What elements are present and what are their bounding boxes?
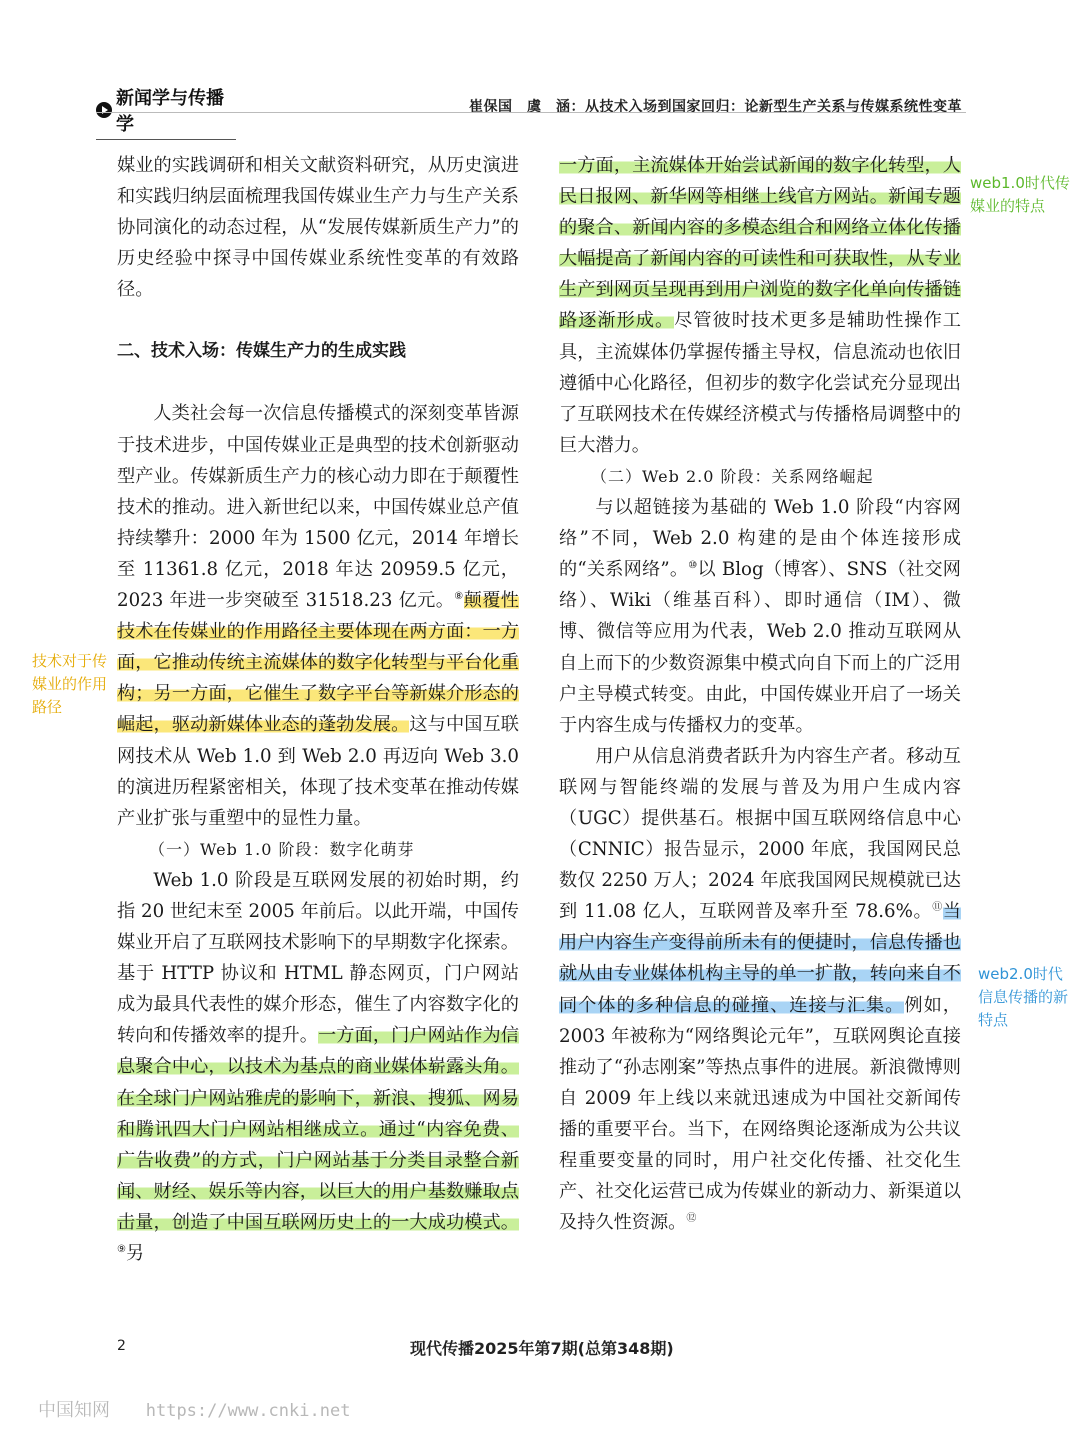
footnote-ref-10[interactable]: ⑩ <box>688 560 698 572</box>
footnote-ref-8[interactable]: ⑧ <box>454 590 464 602</box>
watermark-url: https://www.cnki.net <box>145 1401 351 1421</box>
paragraph-text: 以 Blog（博客）、SNS（社交网络）、Wiki（维基百科）、即时通信（IM）、微博、微信等应用为代表，Web 2.0 推动互联网从自上而下的少数资源集中模式向自下而上的广泛用户主导模式转变。由此，中国传媒业开启了一场关于内容生成与传播权力的变革。 <box>559 559 961 736</box>
highlight-green: 一方面，门户网站作为信息聚合中心，以技术为基点的商业媒体崭露头角。在全球门户网站雅虎的影响下，新浪、搜狐、网易和腾讯四大门户网站相继成立。通过“内容免费、广告收费”的方式，门户网站基于分类目录整合新闻、财经、娱乐等内容，以巨大的用户基数赚取点击量，创造了中国互联网历史上的一大成功模式。 <box>117 1025 519 1233</box>
header-divider <box>96 112 966 113</box>
page-number: 2 <box>117 1338 126 1354</box>
subheading-web2: （二）Web 2.0 阶段：关系网络崛起 <box>591 466 874 486</box>
paragraph-web1-continued <box>559 150 961 461</box>
paragraph-text: 例如，2003 年被称为“网络舆论元年”，互联网舆论直接推动了“孙志刚案”等热点事件的进展。新浪微博则自 2009 年上线以来就迅速成为中国社交新闻传播的重要平台。当下，在网络舆论逐渐成为公共议程重要变量的同时，用户社交化传播、社交化生产、社交化运营已成为传媒业的新动力、新渠道以及持久性资源。 <box>559 994 961 1234</box>
annotation-web2: web2.0时代信息传播的新特点 <box>978 965 1069 1029</box>
section-label-text: 新闻学与传播学 <box>116 88 224 135</box>
footnote-ref-9[interactable]: ⑨ <box>117 1243 126 1255</box>
paragraph-text: 用户从信息消费者跃升为内容生产者。移动互联网与智能终端的发展与普及为用户生成内容（UGC）提供基石。根据中国互联网络信息中心（CNNIC）报告显示，2000 年底，我国网民总数仅 2250 万人；2024 年底我国网民规模就已达到 11.08 亿人，互联网普及率升至 78.6%。 <box>559 745 961 923</box>
paragraph-intro-continued: 媒业的实践调研和相关文献资料研究，从历史演进和实践归纳层面梳理我国传媒业生产力与生产关系协同演化的动态过程，从“发展传媒新质生产力”的历史经验中探寻中国传媒业系统性变革的有效路径。 <box>117 155 519 301</box>
footnote-ref-12[interactable]: ⑫ <box>686 1213 697 1225</box>
highlight-green: 一方面，主流媒体开始尝试新闻的数字化转型，人民日报网、新华网等相继上线官方网站。新闻专题的聚合、新闻内容的多模态组合和网络立体化传播大幅提高了新闻内容的可读性和可获取性，从专业生产到网页呈现再到用户浏览的数字化单向传播链路逐渐形成。 <box>559 155 961 332</box>
play-bullet-icon <box>96 102 112 118</box>
paragraph-text: 这与中国互联网技术从 Web 1.0 到 Web 2.0 再迈向 Web 3.0 的演进历程紧密相关，体现了技术变革在推动传媒产业扩张与重塑中的显性力量。 <box>117 714 519 829</box>
highlight-blue: 当用户内容生产变得前所未有的便捷时，信息传播也就从由专业媒体机构主导的单一扩散，转向来自不同个体的多种信息的碰撞、连接与汇集。 <box>559 901 961 1016</box>
cnki-watermark <box>38 1396 350 1422</box>
running-title: 崔保国 虞 涵：从技术入场到国家回归：论新型生产关系与传媒系统性变革 <box>469 99 962 115</box>
paragraph-technology <box>117 398 519 833</box>
section-heading: 二、技术入场：传媒生产力的生成实践 <box>117 341 406 362</box>
paragraph-text: 另 <box>125 1243 145 1264</box>
paragraph-text: 尽管彼时技术更多是辅助性操作工具，主流媒体仍掌握传播主导权，信息流动也依旧遵循中心化路径，但初步的数字化尝试充分显现出了互联网技术在传媒经济模式与传播格局调整中的巨大潜力。 <box>559 310 961 456</box>
annotation-web1: web1.0时代传媒业的特点 <box>970 174 1070 215</box>
paragraph-text: 与以超链接为基础的 Web 1.0 阶段“内容网络”不同，Web 2.0 构建的是由个体连接形成的“关系网络”。 <box>559 497 961 581</box>
subheading-web1: （一）Web 1.0 阶段：数字化萌芽 <box>149 839 415 859</box>
watermark-brand: 中国知网 <box>38 1400 110 1421</box>
journal-issue: 现代传播2025年第7期(总第348期) <box>410 1339 674 1358</box>
left-column <box>117 150 519 1269</box>
paragraph-text: 人类社会每一次信息传播模式的深刻变革皆源于技术进步，中国传媒业正是典型的技术创新驱动型产业。传媒新质生产力的核心动力即在于颠覆性技术的推动。进入新世纪以来，中国传媒业总产值持续攀升：2000 年为 1500 亿元，2014 年增长至 11361.8 亿元，2018 年达 20959.5 亿元，2023 年进一步突破至 31518.23 亿元。 <box>117 403 519 612</box>
paragraph-ugc <box>559 741 961 1239</box>
right-column <box>559 150 961 1238</box>
footnote-ref-11[interactable]: ⑪ <box>932 902 943 914</box>
paragraph-text: Web 1.0 阶段是互联网发展的初始时期，约指 20 世纪末至 2005 年前后。以此开端，中国传媒业开启了互联网技术影响下的早期数字化探索。基于 HTTP 协议和 HTML 静态网页，门户网站成为最具代表性的媒介形态，催生了内容数字化的转向和传播效率的提升。 <box>117 869 519 1047</box>
highlight-yellow: 颠覆性技术在传媒业的作用路径主要体现在两方面：一方面，它推动传统主流媒体的数字化转型与平台化重构；另一方面，它催生了数字平台等新媒介形态的崛起，驱动新媒体业态的蓬勃发展。 <box>117 590 519 736</box>
annotation-tech-path: 技术对于传媒业的作用路径 <box>32 652 108 716</box>
paragraph-web2 <box>559 492 961 741</box>
paragraph-web1 <box>117 865 519 1269</box>
